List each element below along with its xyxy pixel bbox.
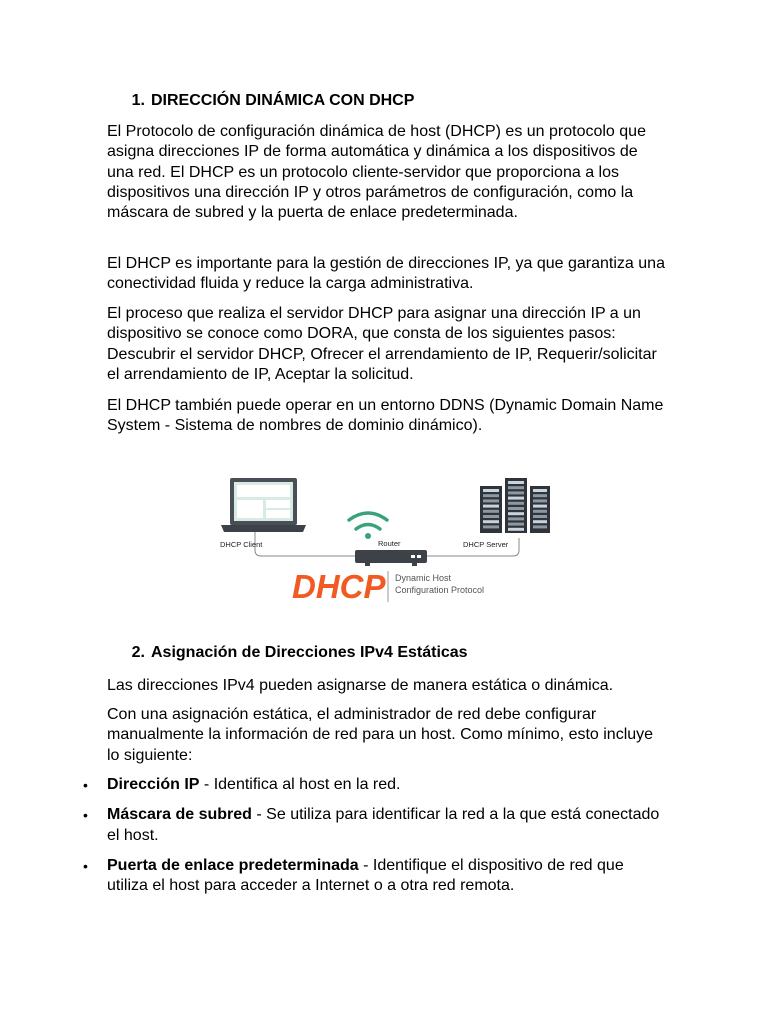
section-2-paragraph-1: Las direcciones IPv4 pueden asignarse de manera estática o dinámica. [107,677,614,694]
section-1-paragraph-3: El proceso que realiza el servidor DHCP para asignar una dirección IP a un dispositivo se conoce como DORA, que consta de los siguientes pasos: Descubrir el servidor DHCP, Ofrecer el arrendamiento de IP, Requerir/solicitar el arrendamiento de IP, Aceptar la solicitud. [107,305,657,383]
section-1-heading [129,92,414,110]
list-item-desc: - Identifique el dispositivo de red que utiliza el host para acceder a Internet o a otra red remota. [107,856,624,895]
client-link-line [255,532,355,556]
list-item-term: Máscara de subred [107,806,252,824]
section-1-title: DIRECCIÓN DINÁMICA CON DHCP [151,92,415,109]
list-item [62,805,667,846]
dhcp-diagram-svg [215,470,555,610]
section-2-title: Asignación de Direcciones IPv4 Estáticas [151,644,468,661]
list-item-term: Puerta de enlace predeterminada [107,856,359,874]
laptop-icon [221,478,306,532]
requirements-list [62,775,667,896]
bullet-icon: • [83,857,88,874]
list-item [62,775,667,795]
section-1-paragraph-2: El DHCP es importante para la gestión de direcciones IP, ya que garantiza una conectividad fluida y reduce la carga administrativa. [107,255,665,293]
list-item-desc: - Identifica al host en la red. [199,776,401,793]
client-label: DHCP Client [220,540,263,549]
router-label: Router [378,539,401,548]
section-2-heading [129,644,468,662]
list-item-desc: - Se utiliza para identificar la red a la que está conectado el host. [107,806,660,844]
server-label: DHCP Server [463,540,509,549]
logo-subtitle-line-2: Configuration Protocol [395,585,485,595]
wifi-dot [365,533,371,539]
bullet-icon: • [83,807,88,824]
wifi-icon [349,513,387,529]
bullet-icon: • [83,777,88,793]
section-2-number: 2. [131,644,145,661]
section-2-paragraph-2: Con una asignación estática, el administrador de red debe configurar manualmente la información de red para un host. Como mínimo, esto incluye lo siguiente: [107,706,654,764]
section-1-paragraph-4: El DHCP también puede operar en un entorno DDNS (Dynamic Domain Name System - Sistema de nombres de dominio dinámico). [107,397,664,435]
server-icon [480,478,550,533]
list-item [62,856,667,897]
dhcp-diagram [215,470,555,610]
section-1-paragraph-1: El Protocolo de configuración dinámica de host (DHCP) es un protocolo que asigna direcciones IP de forma automática y dinámica a los dispositivos de una red. El DHCP es un protocolo cliente-servidor que proporciona a los dispositivos una dirección IP y otros parámetros de configuración, como la máscara de subred y la puerta de enlace predeterminada. [107,123,646,222]
dhcp-logo-text: DHCP [292,568,386,605]
router-icon [355,550,427,566]
section-1-number: 1. [131,92,145,109]
list-item-term: Dirección IP [107,776,200,793]
logo-subtitle-line-1: Dynamic Host [395,573,452,583]
